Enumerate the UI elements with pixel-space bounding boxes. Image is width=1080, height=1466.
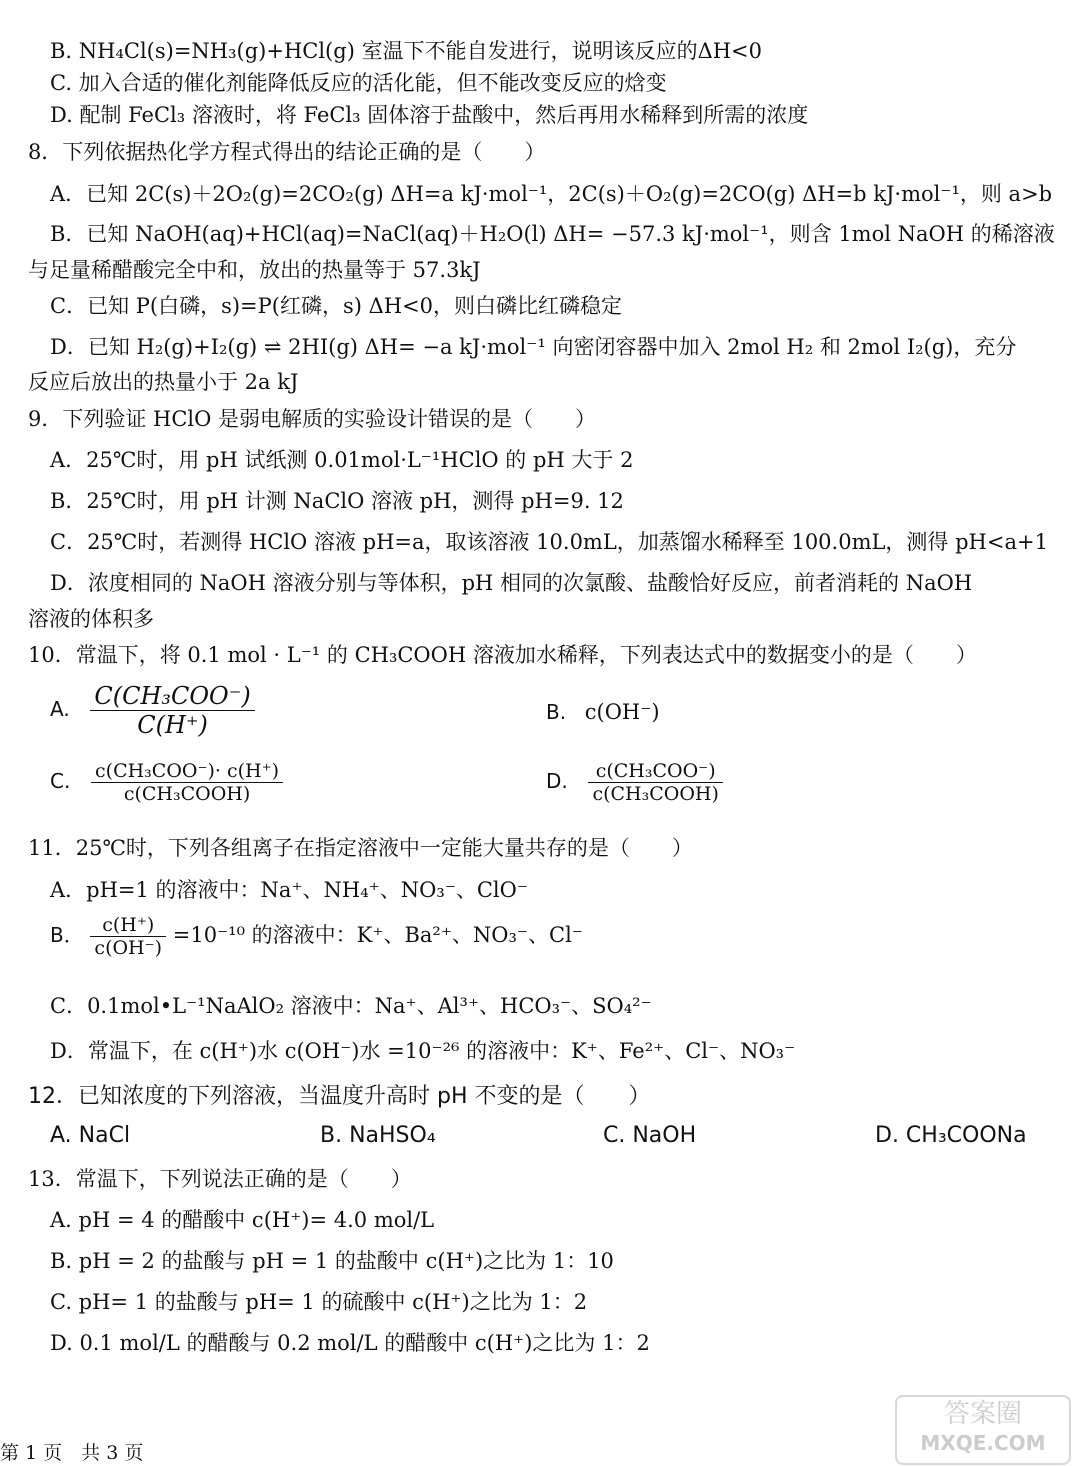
q10-option-b-label: B. (546, 700, 567, 724)
q11-option-b (50, 914, 583, 959)
q11-option-b-rest: =10⁻¹⁰ 的溶液中：K⁺、Ba²⁺、NO₃⁻、Cl⁻ (172, 923, 583, 947)
watermark-logo (895, 1395, 1071, 1465)
q13-option-a: A. pH = 4 的醋酸中 c(H⁺)= 4.0 mol/L (50, 1208, 435, 1232)
q8-stem: 8．下列依据热化学方程式得出的结论正确的是（ ） (28, 140, 546, 164)
q11-stem: 11．25℃时，下列各组离子在指定溶液中一定能大量共存的是（ ） (28, 836, 693, 860)
q12-option-b: B. NaHSO₄ (320, 1123, 436, 1148)
q13-option-b: B. pH = 2 的盐酸与 pH = 1 的盐酸中 c(H⁺)之比为 1：10 (50, 1249, 614, 1273)
q10-option-a (50, 682, 255, 739)
q8-option-a: A．已知 2C(s)＋2O₂(g)=2CO₂(g) ΔH=a kJ·mol⁻¹，2C(s)＋O₂(g)=2CO(g) ΔH=b kJ·mol⁻¹，则 a>b (50, 182, 1053, 206)
q7-option-b: B. NH₄Cl(s)=NH₃(g)+HCl(g) 室温下不能自发进行，说明该反应的ΔH<0 (50, 39, 762, 63)
q12-option-a: A. NaCl (50, 1123, 131, 1148)
q9-option-c: C．25℃时，若测得 HClO 溶液 pH=a，取该溶液 10.0mL，加蒸馏水稀释至 100.0mL，测得 pH<a+1 (50, 530, 1048, 554)
q8-option-c: C．已知 P(白磷，s)=P(红磷，s) ΔH<0，则白磷比红磷稳定 (50, 294, 623, 318)
q11-option-c: C．0.1mol•L⁻¹NaAlO₂ 溶液中：Na⁺、Al³⁺、HCO₃⁻、SO₄²⁻ (50, 994, 652, 1018)
q10-option-c-numerator: c(CH₃COO⁻)· c(H⁺) (91, 760, 283, 783)
q10-option-a-label: A. (50, 697, 70, 721)
q8-option-d-line2: 反应后放出的热量小于 2a kJ (28, 370, 299, 394)
q10-option-c (50, 760, 283, 805)
q9-option-d-line1: D．浓度相同的 NaOH 溶液分别与等体积，pH 相同的次氯酸、盐酸恰好反应，前者消耗的 NaOH (50, 571, 973, 595)
q10-option-a-fraction (90, 682, 254, 739)
q8-option-b-line2: 与足量稀醋酸完全中和，放出的热量等于 57.3kJ (28, 258, 481, 282)
q7-option-d: D. 配制 FeCl₃ 溶液时，将 FeCl₃ 固体溶于盐酸中，然后再用水稀释到所需的浓度 (50, 103, 809, 127)
q9-option-b: B．25℃时，用 pH 计测 NaClO 溶液 pH，测得 pH=9. 12 (50, 489, 624, 513)
q9-option-d-line2: 溶液的体积多 (28, 607, 154, 631)
q10-option-a-denominator: C(H⁺) (137, 711, 208, 739)
q13-option-c: C. pH= 1 的盐酸与 pH= 1 的硫酸中 c(H⁺)之比为 1：2 (50, 1290, 588, 1314)
q10-option-a-numerator: C(CH₃COO⁻) (90, 682, 254, 711)
q11-option-b-fraction (90, 914, 166, 959)
q12-stem: 12．已知浓度的下列溶液，当温度升高时 pH 不变的是（ ） (28, 1084, 651, 1109)
q9-stem: 9．下列验证 HClO 是弱电解质的实验设计错误的是（ ） (28, 407, 597, 431)
q10-option-d (546, 760, 723, 805)
q8-option-b-line1: B．已知 NaOH(aq)+HCl(aq)=NaCl(aq)＋H₂O(l) ΔH= −57.3 kJ·mol⁻¹，则含 1mol NaOH 的稀溶液 (50, 222, 1055, 246)
q7-option-c: C. 加入合适的催化剂能降低反应的活化能，但不能改变反应的焓变 (50, 71, 667, 95)
q8-option-d-line1: D．已知 H₂(g)+I₂(g) ⇌ 2HI(g) ΔH= −a kJ·mol⁻¹ 向密闭容器中加入 2mol H₂ 和 2mol I₂(g)，充分 (50, 335, 1017, 359)
q11-option-b-denominator: c(OH⁻) (94, 937, 163, 959)
watermark-logo-name: 答案圈 (943, 1399, 1022, 1429)
q10-option-d-fraction (588, 760, 722, 805)
page-footer: 第 1 页 共 3 页 (0, 1442, 144, 1464)
q10-option-d-label: D. (546, 769, 568, 793)
q10-option-c-fraction (91, 760, 283, 805)
q10-option-b (546, 700, 660, 724)
q10-option-b-text: c(OH⁻) (584, 700, 660, 724)
q10-option-c-label: C. (50, 769, 71, 793)
q13-option-d: D. 0.1 mol/L 的醋酸与 0.2 mol/L 的醋酸中 c(H⁺)之比为 1：2 (50, 1331, 650, 1355)
q10-stem: 10．常温下，将 0.1 mol · L⁻¹ 的 CH₃COOH 溶液加水稀释，下列表达式中的数据变小的是（ ） (28, 643, 977, 667)
q11-option-d: D．常温下，在 c(H⁺)水 c(OH⁻)水 =10⁻²⁶ 的溶液中：K⁺、Fe²⁺、Cl⁻、NO₃⁻ (50, 1039, 796, 1063)
q9-option-a: A．25℃时，用 pH 试纸测 0.01mol·L⁻¹HClO 的 pH 大于 2 (50, 448, 634, 472)
q12-option-c: C. NaOH (603, 1123, 697, 1148)
q10-option-d-denominator: c(CH₃COOH) (592, 783, 719, 805)
q11-option-b-label: B． (50, 923, 84, 947)
q10-option-d-numerator: c(CH₃COO⁻) (588, 760, 722, 783)
watermark-logo-url: MXQE.COM (920, 1431, 1046, 1455)
q10-option-c-denominator: c(CH₃COOH) (123, 783, 251, 805)
q13-stem: 13．常温下，下列说法正确的是（ ） (28, 1167, 412, 1191)
q11-option-a: A．pH=1 的溶液中：Na⁺、NH₄⁺、NO₃⁻、ClO⁻ (50, 878, 528, 902)
q11-option-b-numerator: c(H⁺) (90, 914, 166, 937)
q12-option-d: D. CH₃COONa (875, 1123, 1027, 1148)
